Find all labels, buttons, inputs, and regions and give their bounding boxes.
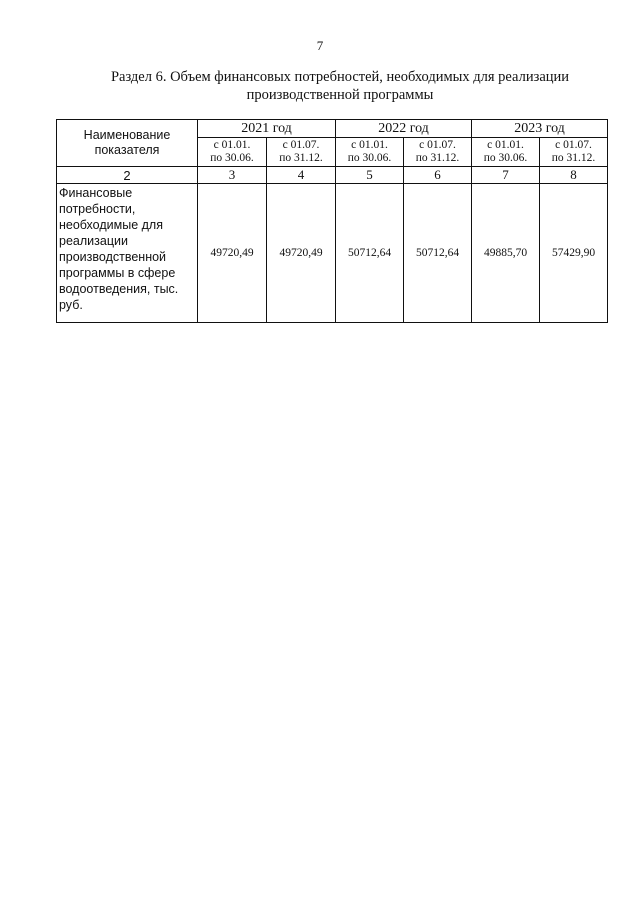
- period-to: по 30.06.: [347, 152, 392, 164]
- period-to: по 31.12.: [551, 152, 596, 164]
- period-from: с 01.01.: [351, 139, 388, 151]
- period-from: с 01.01.: [213, 139, 251, 151]
- period-to: по 30.06.: [483, 152, 528, 164]
- section-title-line-1: Раздел 6. Объем финансовых потребностей, необходимых для реализации: [110, 69, 570, 85]
- row-label: Финансовые потребности, необходимые для реализации производственной программы в сфере водоотведения, тыс. руб.: [57, 184, 198, 323]
- period-header: [472, 138, 540, 167]
- year-header-2023: 2023 год: [472, 120, 608, 138]
- column-number: 3: [198, 167, 267, 184]
- period-to: по 30.06.: [210, 152, 254, 164]
- column-number-row: [57, 167, 608, 184]
- financial-needs-table: [56, 119, 608, 323]
- period-header: [404, 138, 472, 167]
- period-from: с 01.07.: [555, 139, 592, 151]
- value-cell: 49720,49: [198, 184, 267, 323]
- period-to: по 31.12.: [415, 152, 460, 164]
- period-from: с 01.01.: [487, 139, 524, 151]
- period-header: [336, 138, 404, 167]
- value-cell: 50712,64: [404, 184, 472, 323]
- year-header-2021: 2021 год: [198, 120, 336, 138]
- period-from: с 01.07.: [282, 139, 320, 151]
- period-header: [198, 138, 267, 167]
- column-number: 8: [540, 167, 608, 184]
- value-cell: 49885,70: [472, 184, 540, 323]
- value-cell: 49720,49: [267, 184, 336, 323]
- period-header: [267, 138, 336, 167]
- table-row: [57, 184, 608, 323]
- value-cell: 57429,90: [540, 184, 608, 323]
- year-header-2022: 2022 год: [336, 120, 472, 138]
- page-number: 7: [316, 38, 324, 53]
- header-row-years: [57, 120, 608, 138]
- column-number: 5: [336, 167, 404, 184]
- section-title-line-2: производственной программы: [246, 87, 434, 103]
- column-number: 4: [267, 167, 336, 184]
- period-to: по 31.12.: [279, 152, 323, 164]
- column-number: 6: [404, 167, 472, 184]
- period-from: с 01.07.: [419, 139, 456, 151]
- value-cell: 50712,64: [336, 184, 404, 323]
- section-title: [60, 68, 620, 104]
- column-number: 2: [57, 167, 198, 184]
- column-number: 7: [472, 167, 540, 184]
- period-header: [540, 138, 608, 167]
- indicator-name-header: Наименование показателя: [57, 120, 198, 167]
